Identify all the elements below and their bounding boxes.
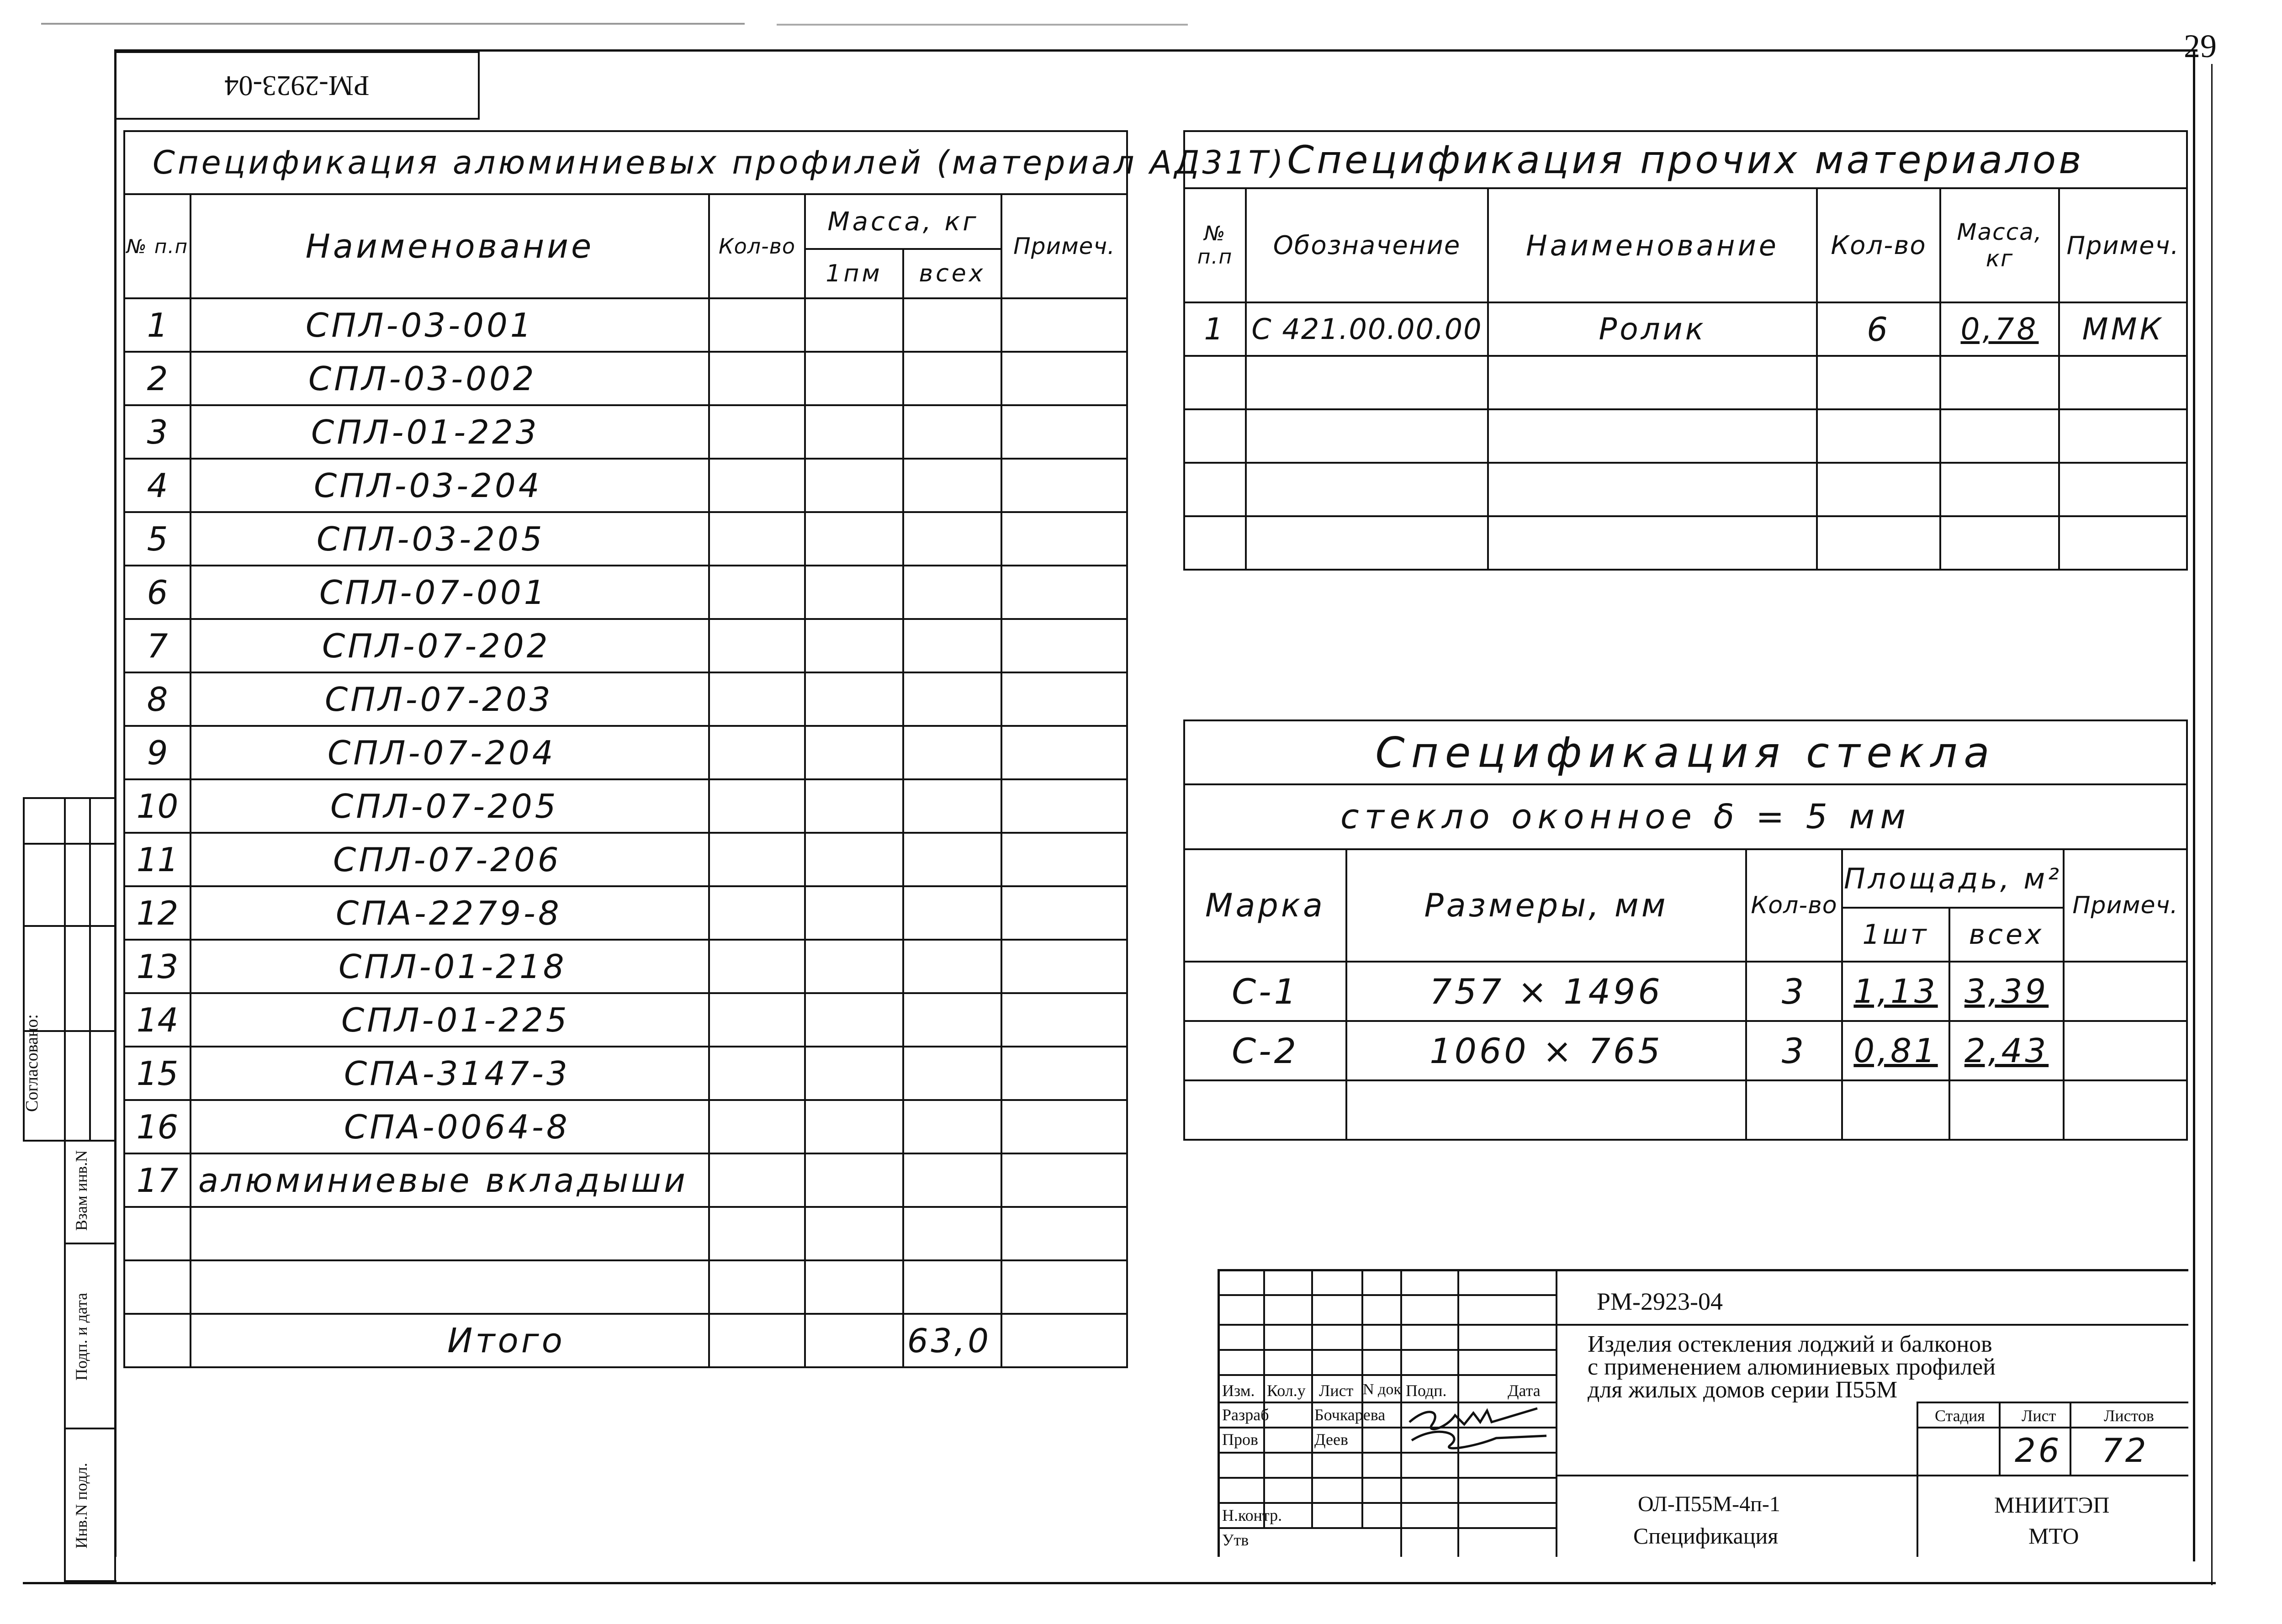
profiles-row-mass-all [903, 886, 1001, 940]
tb-col-izm: Изм. [1222, 1381, 1255, 1400]
side-podp-data: Подп. и дата [72, 1292, 90, 1381]
profiles-header-mass: Масса, кг [805, 194, 1001, 249]
profiles-row-qty [709, 298, 805, 352]
profiles-row-note [1001, 1100, 1127, 1153]
materials-row-qty: 6 [1817, 302, 1940, 356]
profiles-row-note [1001, 672, 1127, 726]
profiles-row-qty [709, 886, 805, 940]
tb-doc-code: ОЛ-П55М-4п-1 [1638, 1492, 1780, 1516]
frame-bottom [23, 1582, 2216, 1584]
profiles-row-mass-1m [805, 405, 903, 459]
profiles-row-name: СПЛ-03-204 [191, 459, 709, 512]
tb-org2: МТО [2028, 1523, 2079, 1549]
materials-row-designation [1246, 356, 1488, 409]
profiles-row-mass-all [903, 566, 1001, 619]
materials-row-designation: С 421.00.00.00 [1246, 302, 1488, 356]
materials-row-note [2059, 409, 2187, 463]
profiles-row-num: 4 [124, 459, 191, 512]
materials-spec-table [1183, 130, 2188, 571]
profiles-row-mass-1m [805, 993, 903, 1047]
glass-header-note: Примеч. [2064, 849, 2187, 962]
materials-header-mass: Масса, кг [1940, 188, 2059, 302]
profiles-row-name [191, 1207, 709, 1260]
materials-row-name [1488, 463, 1817, 516]
profiles-row-mass-all [903, 405, 1001, 459]
frame-right [2193, 49, 2195, 1561]
materials-row-note [2059, 516, 2187, 570]
profiles-header-qty: Кол-во [709, 194, 805, 298]
tb-sheet-value: 26 [2015, 1431, 2062, 1470]
profiles-row-name: СПЛ-01-218 [191, 940, 709, 993]
profiles-row-note [1001, 459, 1127, 512]
profiles-row [124, 779, 1127, 833]
profiles-header-note: Примеч. [1001, 194, 1127, 298]
profiles-row [124, 833, 1127, 886]
profiles-row-mass-all [903, 940, 1001, 993]
profiles-row-mass-all [903, 726, 1001, 779]
glass-title: Спецификация стекла [1184, 720, 2187, 784]
profiles-row-mass-1m [805, 940, 903, 993]
profiles-row [124, 566, 1127, 619]
profiles-row-mass-1m [805, 352, 903, 405]
profiles-row-mass-1m [805, 1207, 903, 1260]
profiles-row-name: СПЛ-07-206 [191, 833, 709, 886]
materials-row-designation [1246, 409, 1488, 463]
glass-header-size: Размеры, мм [1346, 849, 1746, 962]
profiles-row [124, 726, 1127, 779]
profiles-header-mass-1m: 1пм [805, 249, 903, 298]
profiles-row-num: 14 [124, 993, 191, 1047]
profiles-row-name: СПЛ-03-205 [191, 512, 709, 566]
profiles-row-mass-all [903, 512, 1001, 566]
glass-row-area-all [1949, 1080, 2064, 1140]
profiles-row-mass-all [903, 1100, 1001, 1153]
profiles-row-note [1001, 405, 1127, 459]
profiles-row-name: СПЛ-07-202 [191, 619, 709, 672]
profiles-row-mass-all [903, 672, 1001, 726]
glass-header-area-1: 1шт [1842, 908, 1949, 962]
profiles-row-qty [709, 459, 805, 512]
profiles-row-mass-1m [805, 779, 903, 833]
profiles-row-qty [709, 940, 805, 993]
profiles-row-note [1001, 619, 1127, 672]
profiles-row-note [1001, 566, 1127, 619]
tb-col-data: Дата [1508, 1381, 1541, 1400]
profiles-total-num [124, 1314, 191, 1367]
glass-row-area-all: 2,43 [1949, 1021, 2064, 1080]
profiles-row-num: 2 [124, 352, 191, 405]
tb-code: РМ-2923-04 [1597, 1288, 1723, 1315]
profiles-row [124, 1260, 1127, 1314]
profiles-row-mass-all [903, 1153, 1001, 1207]
glass-header-area: Площадь, м² [1842, 849, 2064, 908]
profiles-row [124, 993, 1127, 1047]
profiles-row-mass-1m [805, 726, 903, 779]
profiles-row [124, 1047, 1127, 1100]
profiles-total-value: 63,0 [903, 1314, 1001, 1367]
profiles-row-num: 6 [124, 566, 191, 619]
profiles-row-mass-1m [805, 1260, 903, 1314]
tb-role-prov: Пров [1222, 1430, 1258, 1449]
profiles-row-num: 9 [124, 726, 191, 779]
glass-row-mark: С-2 [1184, 1021, 1346, 1080]
materials-row [1184, 516, 2187, 570]
materials-row-note [2059, 463, 2187, 516]
side-stamp [23, 797, 116, 1582]
materials-row-name [1488, 409, 1817, 463]
materials-row-num [1184, 463, 1246, 516]
profiles-row [124, 1153, 1127, 1207]
profiles-row-mass-all [903, 1260, 1001, 1314]
profiles-row-mass-1m [805, 1047, 903, 1100]
profiles-row-name: СПЛ-07-204 [191, 726, 709, 779]
profiles-row-mass-1m [805, 886, 903, 940]
profiles-row [124, 298, 1127, 352]
side-inv-podl: Инв.N подл. [72, 1463, 90, 1549]
profiles-row-note [1001, 1153, 1127, 1207]
materials-row-num: 1 [1184, 302, 1246, 356]
profiles-row-note [1001, 1207, 1127, 1260]
profiles-row-num: 12 [124, 886, 191, 940]
profiles-row-note [1001, 833, 1127, 886]
materials-row-num [1184, 356, 1246, 409]
glass-row-size: 1060 × 765 [1346, 1021, 1746, 1080]
glass-subtitle: стекло оконное δ = 5 мм [1184, 784, 2187, 849]
profiles-row [124, 886, 1127, 940]
profiles-total-mass-1m [805, 1314, 903, 1367]
materials-row-num [1184, 409, 1246, 463]
profiles-header-num: № п.п [124, 194, 191, 298]
profiles-row-qty [709, 1153, 805, 1207]
profiles-row-qty [709, 833, 805, 886]
profiles-row-name: СПА-2279-8 [191, 886, 709, 940]
profiles-total-row [124, 1314, 1127, 1367]
tb-title-line-2: с применением алюминиевых профилей [1588, 1354, 1996, 1380]
profiles-row-name: СПЛ-01-225 [191, 993, 709, 1047]
tb-title-line-1: Изделия остекления лоджий и балконов [1588, 1331, 1992, 1357]
glass-row-size: 757 × 1496 [1346, 962, 1746, 1021]
materials-row-qty [1817, 516, 1940, 570]
materials-row-note [2059, 356, 2187, 409]
glass-header-mark: Марка [1184, 849, 1346, 962]
profiles-row-num: 17 [124, 1153, 191, 1207]
profiles-row-mass-all [903, 1047, 1001, 1100]
tb-sheets-value: 72 [2102, 1431, 2149, 1470]
frame-right-outer [2211, 64, 2213, 1585]
profiles-row-qty [709, 619, 805, 672]
profiles-row-name: СПА-3147-3 [191, 1047, 709, 1100]
profiles-row-num: 13 [124, 940, 191, 993]
tb-org1: МНИИТЭП [1994, 1492, 2110, 1518]
profiles-row-mass-all [903, 459, 1001, 512]
materials-header-qty: Кол-во [1817, 188, 1940, 302]
rotated-code-stamp [114, 51, 480, 120]
profiles-row-note [1001, 886, 1127, 940]
glass-row [1184, 962, 2187, 1021]
materials-row-name: Ролик [1488, 302, 1817, 356]
materials-row-qty [1817, 409, 1940, 463]
profiles-row-num: 11 [124, 833, 191, 886]
tb-sheets-label: Листов [2104, 1407, 2154, 1425]
profiles-row-mass-1m [805, 512, 903, 566]
glass-row-size [1346, 1080, 1746, 1140]
profiles-row-note [1001, 1260, 1127, 1314]
profiles-row-mass-1m [805, 619, 903, 672]
profiles-row-note [1001, 993, 1127, 1047]
profiles-row-name: СПЛ-03-001 [191, 298, 709, 352]
profiles-row-note [1001, 779, 1127, 833]
profiles-title: Спецификация алюминиевых профилей (материал АД31Т) [124, 131, 1127, 194]
profiles-row-mass-all [903, 833, 1001, 886]
tb-name-prov: Деев [1314, 1430, 1348, 1449]
side-inv-vzam: Взам инв.N [72, 1150, 90, 1231]
materials-row-mass [1940, 409, 2059, 463]
profiles-row-qty [709, 779, 805, 833]
profiles-row [124, 1207, 1127, 1260]
profiles-row-mass-1m [805, 833, 903, 886]
profiles-row-qty [709, 726, 805, 779]
profiles-total-note [1001, 1314, 1127, 1367]
glass-row-qty [1746, 1080, 1842, 1140]
profiles-row-qty [709, 1100, 805, 1153]
profiles-row-name: алюминиевые вкладыши [191, 1153, 709, 1207]
profiles-row-num [124, 1207, 191, 1260]
glass-spec-table [1183, 719, 2188, 1141]
profiles-row [124, 512, 1127, 566]
profiles-row-mass-1m [805, 566, 903, 619]
profiles-total-label: Итого [191, 1314, 709, 1367]
materials-row-num [1184, 516, 1246, 570]
materials-row [1184, 302, 2187, 356]
top-edge-line-2 [777, 24, 1188, 26]
profiles-row [124, 352, 1127, 405]
glass-header-qty: Кол-во [1746, 849, 1842, 962]
profiles-row-qty [709, 993, 805, 1047]
glass-row-mark [1184, 1080, 1346, 1140]
tb-role-razrab: Разраб [1222, 1406, 1269, 1424]
glass-row-area-1: 0,81 [1842, 1021, 1949, 1080]
glass-row-qty: 3 [1746, 962, 1842, 1021]
materials-row-mass [1940, 356, 2059, 409]
profiles-row-name: СПЛ-03-002 [191, 352, 709, 405]
profiles-total-qty [709, 1314, 805, 1367]
materials-row [1184, 463, 2187, 516]
tb-sheet-label: Лист [2022, 1407, 2056, 1425]
materials-row-designation [1246, 463, 1488, 516]
materials-title: Спецификация прочих материалов [1184, 131, 2187, 188]
glass-row [1184, 1080, 2187, 1140]
profiles-row-mass-all [903, 619, 1001, 672]
profiles-row-mass-all [903, 993, 1001, 1047]
materials-header-num: № п.п [1184, 188, 1246, 302]
side-agreed: Согласовано: [22, 1014, 42, 1112]
profiles-row-note [1001, 512, 1127, 566]
materials-row-name [1488, 516, 1817, 570]
profiles-row-num: 8 [124, 672, 191, 726]
profiles-row-note [1001, 298, 1127, 352]
signature-razrab [1400, 1397, 1551, 1456]
profiles-row-num [124, 1260, 191, 1314]
glass-row-area-all: 3,39 [1949, 962, 2064, 1021]
profiles-row-mass-1m [805, 1153, 903, 1207]
profiles-row-mass-1m [805, 672, 903, 726]
materials-row-qty [1817, 463, 1940, 516]
profiles-row-name: СПЛ-07-203 [191, 672, 709, 726]
tb-title-line-3: для жилых домов серии П55М [1588, 1377, 1898, 1403]
profiles-row-num: 16 [124, 1100, 191, 1153]
tb-doc-name: Спецификация [1633, 1523, 1779, 1549]
glass-row-note [2064, 962, 2187, 1021]
tb-col-ndok: N док [1363, 1381, 1401, 1398]
profiles-row-num: 7 [124, 619, 191, 672]
profiles-row-qty [709, 1047, 805, 1100]
profiles-header-mass-all: всех [903, 249, 1001, 298]
profiles-row-name: СПЛ-07-001 [191, 566, 709, 619]
materials-row-mass [1940, 463, 2059, 516]
profiles-row-mass-all [903, 1207, 1001, 1260]
profiles-row-mass-1m [805, 298, 903, 352]
profiles-row-qty [709, 566, 805, 619]
profiles-row-qty [709, 352, 805, 405]
profiles-row-qty [709, 1260, 805, 1314]
profiles-row-name: СПЛ-01-223 [191, 405, 709, 459]
sheet-number: 29 [2184, 28, 2217, 64]
glass-row [1184, 1021, 2187, 1080]
profiles-row-num: 1 [124, 298, 191, 352]
profiles-row-num: 3 [124, 405, 191, 459]
profiles-row [124, 1100, 1127, 1153]
profiles-row-mass-all [903, 352, 1001, 405]
materials-row-name [1488, 356, 1817, 409]
glass-row-note [2064, 1080, 2187, 1140]
profiles-row-mass-all [903, 779, 1001, 833]
tb-name-razrab: Бочкарева [1314, 1406, 1386, 1424]
profiles-row-name: СПА-0064-8 [191, 1100, 709, 1153]
glass-row-qty: 3 [1746, 1021, 1842, 1080]
profiles-row-mass-1m [805, 459, 903, 512]
profiles-row [124, 940, 1127, 993]
materials-row [1184, 409, 2187, 463]
profiles-header-name: Наименование [191, 194, 709, 298]
tb-col-list: Лист [1319, 1381, 1354, 1400]
profiles-row-mass-all [903, 298, 1001, 352]
glass-row-area-1: 1,13 [1842, 962, 1949, 1021]
profiles-row-note [1001, 940, 1127, 993]
stamp-code: РМ-2923-04 [224, 70, 370, 101]
tb-col-podp: Подп. [1406, 1381, 1447, 1400]
materials-row-designation [1246, 516, 1488, 570]
materials-row-note: ММК [2059, 302, 2187, 356]
profiles-row-qty [709, 672, 805, 726]
materials-row [1184, 356, 2187, 409]
materials-row-mass [1940, 516, 2059, 570]
materials-header-name: Наименование [1488, 188, 1817, 302]
profiles-row-qty [709, 1207, 805, 1260]
materials-header-designation: Обозначение [1246, 188, 1488, 302]
profiles-row-name [191, 1260, 709, 1314]
tb-col-kolu: Кол.у [1267, 1381, 1306, 1400]
profiles-row-qty [709, 512, 805, 566]
profiles-row [124, 672, 1127, 726]
tb-role-utv: Утв [1222, 1531, 1249, 1549]
top-edge-line [41, 23, 745, 25]
materials-header-note: Примеч. [2059, 188, 2187, 302]
profiles-row-qty [709, 405, 805, 459]
title-block [1218, 1269, 2188, 1557]
materials-row-qty [1817, 356, 1940, 409]
profiles-row [124, 405, 1127, 459]
glass-row-mark: С-1 [1184, 962, 1346, 1021]
materials-row-mass: 0,78 [1940, 302, 2059, 356]
profiles-row [124, 459, 1127, 512]
tb-role-nkontr: Н.контр. [1222, 1506, 1282, 1524]
profiles-row-num: 10 [124, 779, 191, 833]
profiles-row-note [1001, 726, 1127, 779]
glass-header-area-all: всех [1949, 908, 2064, 962]
profiles-row [124, 619, 1127, 672]
profiles-row-note [1001, 1047, 1127, 1100]
profiles-row-num: 5 [124, 512, 191, 566]
glass-row-note [2064, 1021, 2187, 1080]
profiles-row-name: СПЛ-07-205 [191, 779, 709, 833]
profiles-row-num: 15 [124, 1047, 191, 1100]
profiles-row-note [1001, 352, 1127, 405]
profiles-row-mass-1m [805, 1100, 903, 1153]
tb-stage-label: Стадия [1935, 1407, 1985, 1425]
glass-row-area-1 [1842, 1080, 1949, 1140]
